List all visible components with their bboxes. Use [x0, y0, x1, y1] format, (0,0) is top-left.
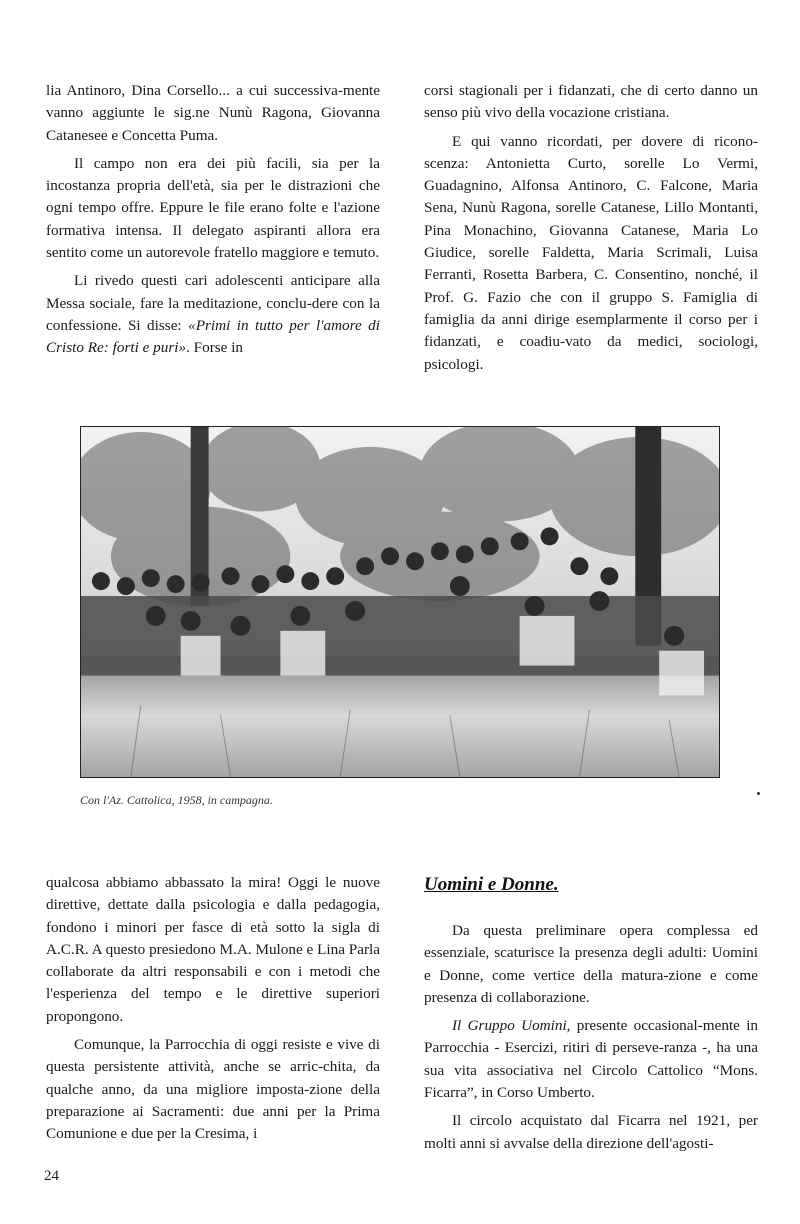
- motto-quote: «Primi in tutto per l'amore di Cristo Re: forti e puri»: [46, 316, 380, 357]
- paragraph: qualcosa abbiamo abbassato la mira! Oggi le nuove direttive, dettate dalla psicologia e dalla pedagogia, fondono i minori per fasce di età sotto la sigla di A.C.R. A questo presiedono M.A. Mulone e Lina Parla collaborate da altri responsabili e con i metodi che l'esperienza del tempo e le direttive superiori propongono.: [46, 874, 380, 1025]
- paragraph-text: Li rivedo questi cari adolescenti anticipare alla Messa sociale, fare la meditazione, conclu-dere con la confessione. Si disse:: [46, 272, 380, 334]
- group-photo: [80, 426, 720, 778]
- text-column-bottom-right: [424, 920, 758, 1155]
- paragraph: Da questa preliminare opera complessa ed essenziale, scaturisce la presenza degli adulti: Uomini e Donne, come vertice della matura-zione e come presenza di collaborazione.: [424, 922, 758, 1006]
- section-heading: Uomini e Donne.: [424, 874, 559, 895]
- photo-image: [81, 427, 719, 777]
- page-number: 24: [44, 1168, 59, 1184]
- paragraph: [424, 1015, 758, 1104]
- paragraph: E qui vanno ricordati, per dovere di ricono-scenza: Antonietta Curto, sorelle Lo Vermi, Guadagnino, Alfonsa Antinoro, C. Falcone, Maria Sena, Nunù Ragona, sorelle Catanese, Lillo Montanti, Pina Monachino, Giovanna Catanese, Maria Lo Giudice, sorelle Faldetta, Maria Scrimali, Luisa Ferranti, Rosetta Barbera, C. Consentino, nonché, il Prof. G. Fazio che con il gruppo S. Famiglia di famiglia da anni dirige esemplarmente il corso per i fidanzati, e coadiu-vato da medici, sociologi, psicologi.: [424, 132, 758, 373]
- paragraph: lia Antinoro, Dina Corsello... a cui successiva-mente vanno aggiunte le sig.ne Nunù Ragona, Giovanna Catanesee e Concetta Puma.: [46, 82, 380, 144]
- paragraph: Comunque, la Parrocchia di oggi resiste e vive di questa persistente attività, anche se arric-chita, da qualche anno, da una migliore imposta-zione della preparazione ai Sacramenti: due anni per la Prima Comunione e due per la Cresima, i: [46, 1036, 380, 1143]
- photo-caption: Con l'Az. Cattolica, 1958, in campagna.: [80, 793, 273, 807]
- text-column-bottom-left: [46, 872, 380, 1146]
- group-name: Il Gruppo Uomini,: [452, 1017, 571, 1035]
- paragraph: Il circolo acquistato dal Ficarra nel 1921, per molti anni si avvalse della direzione dell'agosti-: [424, 1112, 758, 1152]
- paragraph: corsi stagionali per i fidanzati, che di certo danno un senso più vivo della vocazione cristiana.: [424, 82, 758, 122]
- paragraph: [46, 270, 380, 359]
- paragraph: Il campo non era dei più facili, sia per la incostanza propria dell'età, sia per le distrazioni che ogni tempo offre. Eppure le file erano folte e l'azione formativa intensa. Il delegato aspiranti allora era sentito come un autorevole fratello maggiore e temuto.: [46, 154, 380, 262]
- paragraph-text: . Forse in: [186, 339, 244, 357]
- paragraph-text: presente occasional-mente in Parrocchia - Esercizi, ritiri di persevе-ranza -, ha una sua vita associativa nel Circolo Cattolico “Mons. Ficarra”, in Corso Umberto.: [424, 1017, 759, 1102]
- text-column-top-left: [46, 80, 380, 360]
- text-column-top-right: [424, 80, 758, 376]
- decorative-dot: [757, 792, 760, 795]
